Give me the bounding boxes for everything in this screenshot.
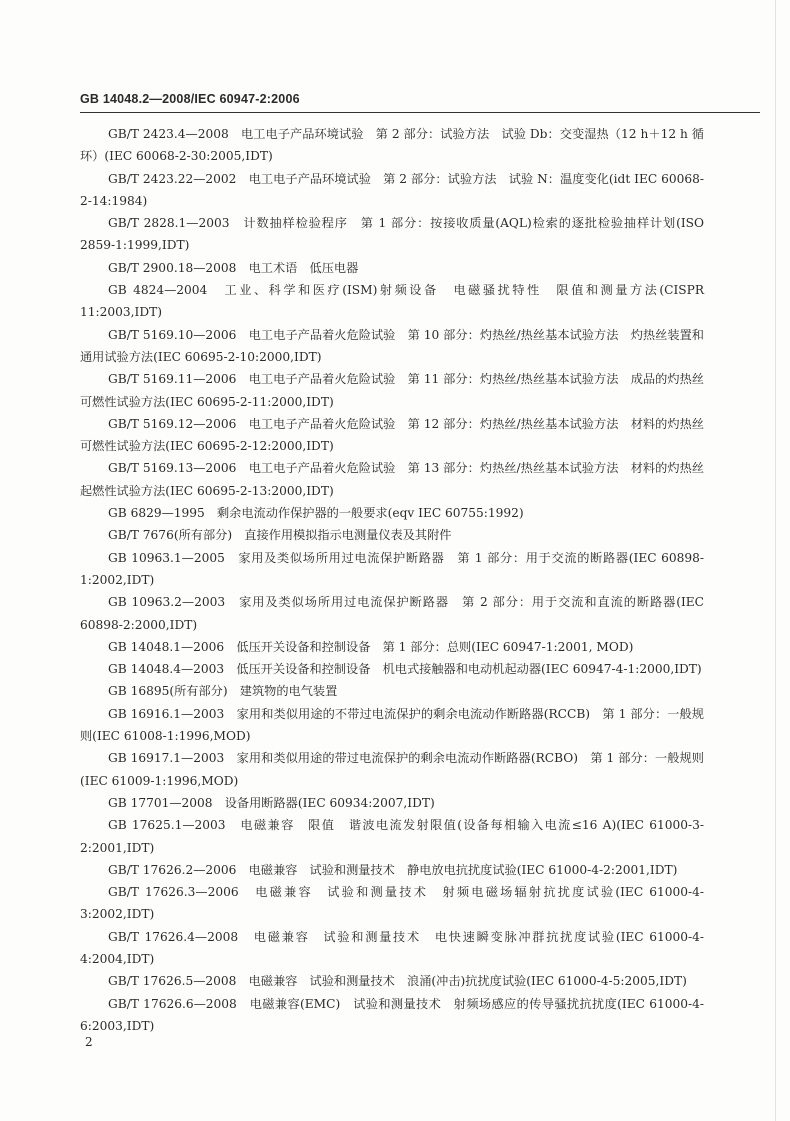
reference-entry: GB/T 5169.13—2006 电工电子产品着火危险试验 第 13 部分：灼热丝/热丝基本试验方法 材料的灼热丝起燃性试验方法(IEC 60695-2-13:2000,IDT) xyxy=(80,461,704,498)
reference-entry: GB/T 2423.4—2008 电工电子产品环境试验 第 2 部分：试验方法 试验 Db：交变湿热（12 h＋12 h 循环）(IEC 60068-2-30:2005,IDT) xyxy=(80,127,704,164)
normative-references-list xyxy=(80,123,704,1037)
reference-entry: GB/T 7676(所有部分) 直接作用模拟指示电测量仪表及其附件 xyxy=(108,528,452,543)
reference-entry: GB 4824—2004 工业、科学和医疗(ISM)射频设备 电磁骚扰特性 限值和测量方法(CISPR 11:2003,IDT) xyxy=(80,283,704,320)
standard-id-header: GB 14048.2—2008/IEC 60947-2:2006 xyxy=(80,92,300,106)
reference-entry: GB/T 17626.6—2008 电磁兼容(EMC) 试验和测量技术 射频场感应的传导骚扰抗扰度(IEC 61000-4-6:2003,IDT) xyxy=(80,996,704,1033)
reference-entry: GB/T 17626.5—2008 电磁兼容 试验和测量技术 浪涌(冲击)抗扰度试验(IEC 61000-4-5:2005,IDT) xyxy=(108,974,687,989)
reference-entry: GB/T 2900.18—2008 电工术语 低压电器 xyxy=(108,260,359,275)
reference-entry: GB 17625.1—2003 电磁兼容 限值 谐波电流发射限值(设备每相输入电流≤16 A)(IEC 61000-3-2:2001,IDT) xyxy=(80,818,704,855)
reference-entry: GB 17701—2008 设备用断路器(IEC 60934:2007,IDT) xyxy=(108,795,435,810)
reference-entry: GB 16917.1—2003 家用和类似用途的带过电流保护的剩余电流动作断路器(RCBO) 第 1 部分：一般规则(IEC 61009-1:1996,MOD) xyxy=(80,751,704,788)
reference-entry: GB/T 5169.11—2006 电工电子产品着火危险试验 第 11 部分：灼热丝/热丝基本试验方法 成品的灼热丝可燃性试验方法(IEC 60695-2-11:2000,IDT) xyxy=(80,372,704,409)
reference-entry: GB/T 17626.4—2008 电磁兼容 试验和测量技术 电快速瞬变脉冲群抗扰度试验(IEC 61000-4-4:2004,IDT) xyxy=(80,929,704,966)
reference-entry: GB/T 5169.12—2006 电工电子产品着火危险试验 第 12 部分：灼热丝/热丝基本试验方法 材料的灼热丝可燃性试验方法(IEC 60695-2-12:2000,IDT) xyxy=(80,416,704,454)
reference-entry: GB 16916.1—2003 家用和类似用途的不带过电流保护的剩余电流动作断路器(RCCB) 第 1 部分：一般规则(IEC 61008-1:1996,MOD) xyxy=(80,706,704,744)
header-rule xyxy=(80,112,760,113)
reference-entry: GB/T 5169.10—2006 电工电子产品着火危险试验 第 10 部分：灼热丝/热丝基本试验方法 灼热丝装置和通用试验方法(IEC 60695-2-10:2000,IDT) xyxy=(80,327,704,364)
reference-entry: GB 10963.1—2005 家用及类似场所用过电流保护断路器 第 1 部分：用于交流的断路器(IEC 60898-1:2002,IDT) xyxy=(80,550,704,587)
reference-entry: GB 14048.4—2003 低压开关设备和控制设备 机电式接触器和电动机起动器(IEC 60947-4-1:2000,IDT) xyxy=(108,662,702,677)
reference-entry: GB/T 17626.3—2006 电磁兼容 试验和测量技术 射频电磁场辐射抗扰度试验(IEC 61000-4-3:2002,IDT) xyxy=(80,885,704,922)
reference-entry: GB 16895(所有部分) 建筑物的电气装置 xyxy=(108,684,338,699)
reference-entry: GB 14048.1—2006 低压开关设备和控制设备 第 1 部分：总则(IEC 60947-1:2001, MOD) xyxy=(108,639,634,654)
reference-entry: GB/T 17626.2—2006 电磁兼容 试验和测量技术 静电放电抗扰度试验(IEC 61000-4-2:2001,IDT) xyxy=(108,862,678,877)
page-edge-shadow xyxy=(775,0,776,1121)
page-number: 2 xyxy=(85,1035,93,1049)
reference-entry: GB 6829—1995 剩余电流动作保护器的一般要求(eqv IEC 60755:1992) xyxy=(108,506,524,521)
reference-entry: GB 10963.2—2003 家用及类似场所用过电流保护断路器 第 2 部分：用于交流和直流的断路器(IEC 60898-2:2000,IDT) xyxy=(80,595,704,632)
reference-entry: GB/T 2828.1—2003 计数抽样检验程序 第 1 部分：按接收质量(AQL)检索的逐批检验抽样计划(ISO 2859-1:1999,IDT) xyxy=(80,216,704,253)
reference-entry: GB/T 2423.22—2002 电工电子产品环境试验 第 2 部分：试验方法 试验 N：温度变化(idt IEC 60068-2-14:1984) xyxy=(80,171,704,208)
